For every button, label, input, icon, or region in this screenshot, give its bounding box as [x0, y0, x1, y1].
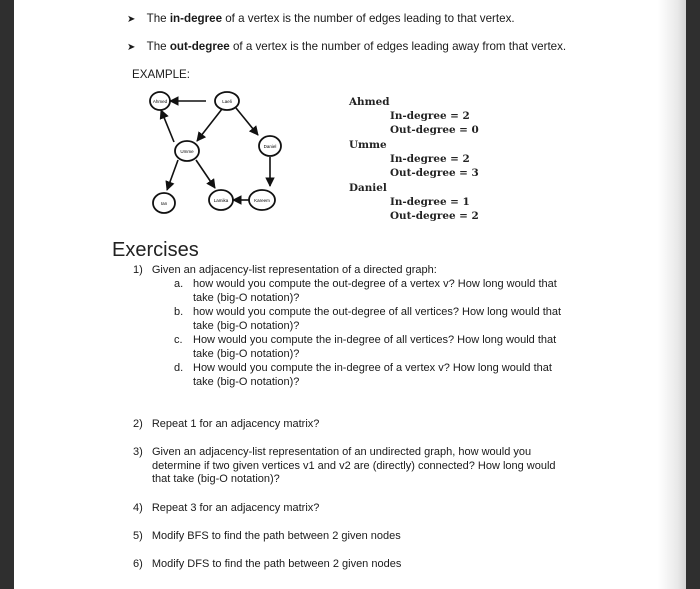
- edge-laeli-umme: [197, 109, 222, 141]
- question-number: 1): [133, 264, 143, 276]
- question-5: [133, 530, 401, 544]
- question-4: [133, 502, 319, 516]
- edge-umme-ahmed: [161, 110, 174, 142]
- node-daniel: [259, 136, 281, 156]
- bullet-pre: The: [146, 12, 170, 25]
- bullet-term: in-degree: [169, 12, 223, 25]
- bullet-in-degree: [127, 12, 515, 25]
- node-laeli: [215, 92, 239, 110]
- degree-name-daniel: Daniel: [349, 182, 387, 194]
- sub-line-2: take (big-O notation)?: [193, 291, 300, 304]
- question-number: 5): [133, 530, 143, 542]
- node-ahmed: [150, 92, 170, 110]
- edge-umme-lamika: [196, 160, 215, 188]
- sub-label: b.: [174, 306, 184, 318]
- question-2: [133, 418, 319, 432]
- degree-in-umme: In-degree = 2: [390, 153, 470, 165]
- sub-line-1: how would you compute the out-degree of a vertex v? How long would that: [193, 278, 557, 290]
- question-text: Repeat 1 for an adjacency matrix?: [151, 418, 320, 430]
- exercises-heading: Exercises: [112, 239, 199, 261]
- node-label: Daniel: [263, 144, 277, 149]
- question-text: Modify DFS to find the path between 2 given nodes: [151, 558, 402, 570]
- question-number: 2): [133, 418, 143, 430]
- node-ian: [153, 193, 175, 213]
- sub-label: d.: [174, 362, 184, 374]
- bullet-term: out-degree: [169, 40, 230, 53]
- question-1d: [174, 362, 552, 389]
- arrow-bullet-icon: ➤: [127, 42, 136, 53]
- edge-umme-ian: [167, 160, 178, 190]
- sub-label: a.: [174, 278, 184, 290]
- question-text: Given an adjacency-list representation of a directed graph:: [151, 264, 437, 276]
- degree-out-daniel: Out-degree = 2: [390, 210, 479, 222]
- node-label: Lamika: [213, 198, 229, 203]
- question-3: [133, 446, 556, 487]
- sub-line-1: How would you compute the in-degree of all vertices? How long would that: [193, 334, 557, 346]
- sub-line-2: take (big-O notation)?: [193, 319, 300, 332]
- question-line-2: determine if two given vertices v1 and v2 are (directly) connected? How long would: [152, 459, 556, 472]
- node-kareem: [249, 190, 275, 210]
- bullet-pre: The: [146, 40, 170, 53]
- question-1a: [174, 278, 557, 305]
- degree-in-daniel: In-degree = 1: [390, 196, 470, 208]
- degree-in-ahmed: In-degree = 2: [390, 110, 470, 122]
- degree-name-ahmed: Ahmed: [349, 96, 390, 108]
- sub-label: c.: [174, 334, 183, 346]
- question-number: 6): [133, 558, 143, 570]
- sub-line-1: How would you compute the in-degree of a vertex v? How long would that: [193, 362, 552, 374]
- node-label: Ian: [160, 201, 168, 206]
- question-text: Modify BFS to find the path between 2 given nodes: [151, 530, 401, 542]
- example-label: EXAMPLE:: [132, 68, 190, 81]
- node-umme: [175, 141, 199, 161]
- bullet-out-degree: [127, 40, 566, 53]
- question-1: [133, 264, 437, 278]
- question-number: 4): [133, 502, 143, 514]
- edge-laeli-daniel: [236, 108, 258, 135]
- sub-line-2: take (big-O notation)?: [193, 375, 300, 388]
- node-label: Laeli: [222, 99, 232, 104]
- document-page: [14, 0, 686, 589]
- question-line-3: that take (big-O notation)?: [152, 473, 280, 486]
- bullet-post: of a vertex is the number of edges leading away from that vertex.: [229, 40, 567, 53]
- question-1c: [174, 334, 556, 361]
- node-label: Kareem: [254, 198, 270, 203]
- page-edge-shadow: [658, 0, 686, 589]
- arrow-bullet-icon: ➤: [127, 14, 136, 25]
- sub-line-1: how would you compute the out-degree of all vertices? How long would that: [193, 306, 562, 318]
- degree-name-umme: Umme: [349, 139, 387, 151]
- node-lamika: [209, 190, 233, 210]
- degree-out-ahmed: Out-degree = 0: [390, 124, 479, 136]
- question-number: 3): [133, 446, 143, 458]
- graph-diagram: [124, 85, 304, 225]
- bullet-post: of a vertex is the number of edges leading to that vertex.: [222, 12, 515, 25]
- node-label: Umme: [180, 149, 194, 154]
- question-line-1: Given an adjacency-list representation of an undirected graph, how would you: [152, 446, 532, 458]
- question-text: Repeat 3 for an adjacency matrix?: [151, 502, 320, 514]
- sub-line-2: take (big-O notation)?: [193, 347, 300, 360]
- question-6: [133, 558, 401, 572]
- node-label: Ahmed: [152, 99, 168, 104]
- degree-out-umme: Out-degree = 3: [390, 167, 479, 179]
- question-1b: [174, 306, 561, 333]
